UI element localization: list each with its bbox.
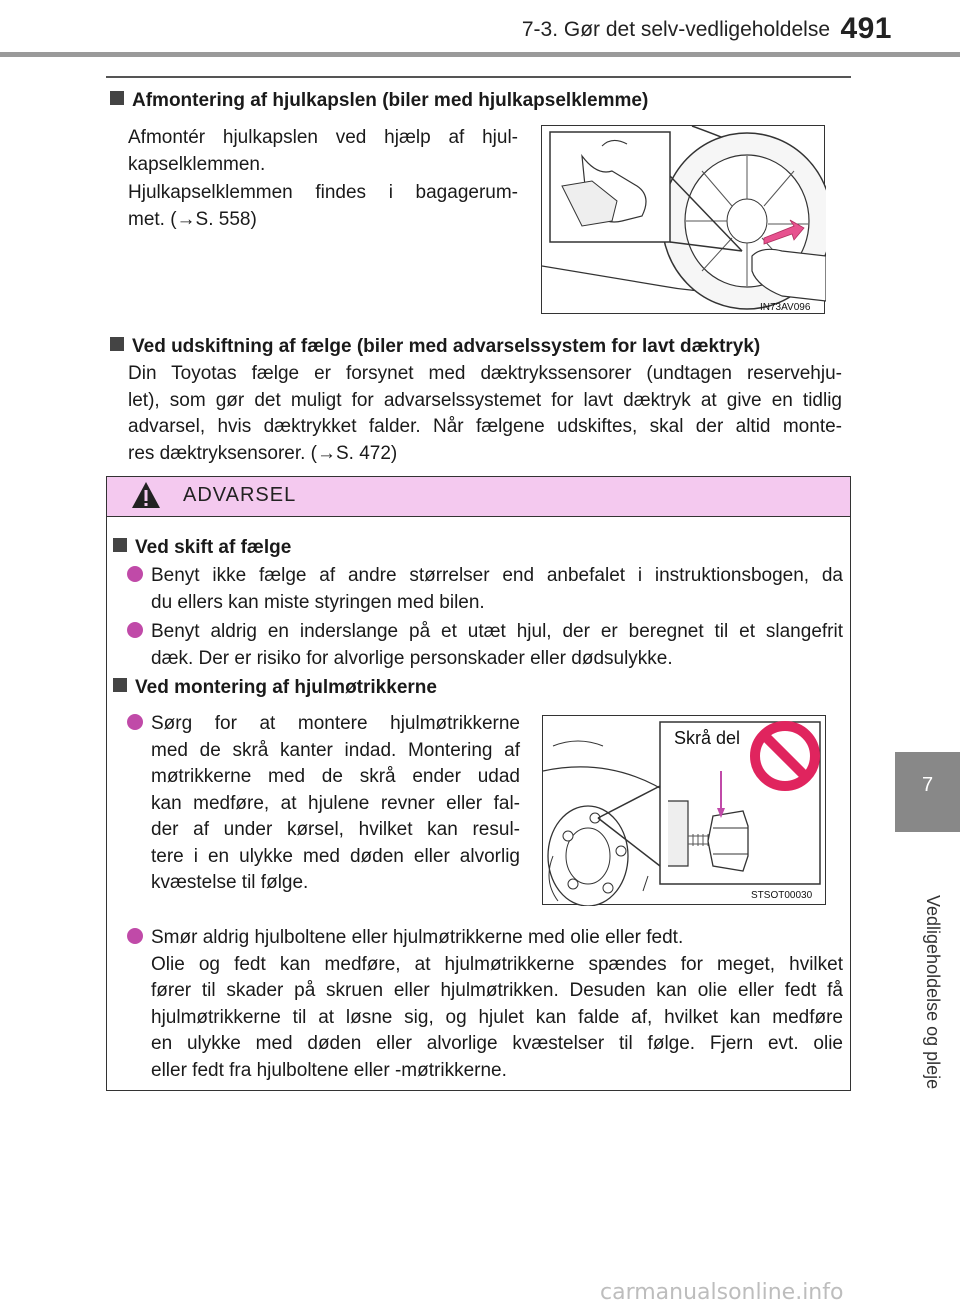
warning-subheading-rims [113,537,291,559]
hubcap-clamp-figure [541,125,825,314]
bullet-line: Smør aldrig hjulboltene eller hjulmøtrikkerne med olie eller fedt. [127,925,843,952]
square-bullet-icon [113,538,127,552]
bullet-line: tere i en ulykke med døden eller alvorlig [151,845,520,867]
bullet-line: kan medføre, at hjulene revner eller fal- [151,792,520,814]
section-heading-hubcap [110,90,648,112]
round-bullet-icon [127,928,143,944]
bullet-line: eller fedt fra hjulboltene eller -møtrikkerne. [151,1059,507,1081]
figure-code: IN73AV096 [760,302,811,313]
bullet-line: fører til skader på skruen eller hjulmøtrikken. Desuden kan olie eller fedt få [151,980,843,1001]
bullet-line: Sørg for at montere hjulmøtrikkerne [127,711,520,738]
bullet-line: hjulmøtrikkerne til at løsne sig, og hjulet kan falde af, hvilket kan medføre [151,1006,843,1028]
warning-bullet-3 [127,711,520,897]
page-number: 491 [840,12,892,45]
paragraph-line: met. (→S. 558) [128,208,257,230]
warning-box [106,476,851,1091]
paragraph-line: res dæktryksensorer. (→S. 472) [128,442,398,464]
paragraph-line: Afmontér hjulkapslen ved hjælp af hjul- [128,127,518,148]
warning-triangle-icon [131,481,161,509]
chapter-tab[interactable] [895,752,960,832]
round-bullet-icon [127,714,143,730]
round-bullet-icon [127,566,143,582]
warning-bullet-4 [127,925,843,1084]
section-heading-rims [110,336,760,358]
bullet-line: du ellers kan miste styringen med bilen. [151,591,485,613]
hubcap-paragraph-1 [128,125,518,178]
subheading-text: Ved montering af hjulmøtrikkerne [135,677,437,698]
bullet-line: der af under kørsel, hvilket kan resul- [151,819,520,840]
bullet-line: Olie og fedt kan medføre, at hjulmøtrikkerne spændes for meget, hvilket [151,953,843,975]
bullet-line: med de skrå kanter indad. Montering af [151,739,520,761]
bullet-line: dæk. Der er risiko for alvorlige personskader eller dødsulykke. [151,647,673,669]
section-title: 7-3. Gør det selv-vedligeholdelse [521,18,830,41]
round-bullet-icon [127,622,143,638]
hubcap-paragraph-2 [128,180,518,233]
warning-header [107,477,850,517]
paragraph-line: Din Toyotas fælge er forsynet med dæktrykssensorer (undtagen reservehju- [128,363,842,384]
figure-label-bevel: Skrå del [674,728,741,748]
square-bullet-icon [110,91,124,105]
chapter-label: Vedligeholdelse og pleje [923,895,943,1090]
paragraph-line: Hjulkapselklemmen findes i bagagerum- [128,182,518,203]
figure-code: STSOT00030 [751,890,813,901]
bullet-line: kvæstelse til følge. [151,872,309,893]
warning-bullet-2 [127,619,843,672]
subheading-text: Ved skift af fælge [135,537,292,558]
paragraph-line: let), som gør det muligt for advarselssystemet for lavt dæktryk at give en tidlig [128,389,842,411]
warning-subheading-nuts [113,677,437,699]
bullet-line: en ulykke med døden eller alvorlige kvæstelser til følge. Fjern evt. olie [151,1033,843,1054]
wheel-nut-figure [542,715,826,905]
chapter-number: 7 [921,774,934,796]
paragraph-line: kapselklemmen. [128,153,266,175]
watermark: carmanualsonline.info [600,1280,844,1305]
square-bullet-icon [110,337,124,351]
bullet-line: Benyt aldrig en inderslange på et utæt hjul, der er beregnet til et slangefrit [127,619,843,646]
square-bullet-icon [113,678,127,692]
paragraph-line: advarsel, hvis dæktrykket falder. Når fælgene udskiftes, skal der altid monte- [128,416,842,437]
section-heading-text: Afmontering af hjulkapslen (biler med hjulkapselklemme) [132,90,649,111]
header-bar [0,52,960,57]
header-rule [106,76,851,78]
warning-bullet-1 [127,563,843,616]
bullet-line: Benyt ikke fælge af andre størrelser end anbefalet i instruktionsbogen, da [127,563,843,590]
hubcap-illustration [542,126,826,315]
warning-title: ADVARSEL [183,484,297,506]
bullet-line: møtrikkerne med de skrå ender udad [151,766,520,787]
section-heading-text: Ved udskiftning af fælge (biler med advarselssystem for lavt dæktryk) [132,336,761,357]
rims-paragraph [128,361,842,467]
